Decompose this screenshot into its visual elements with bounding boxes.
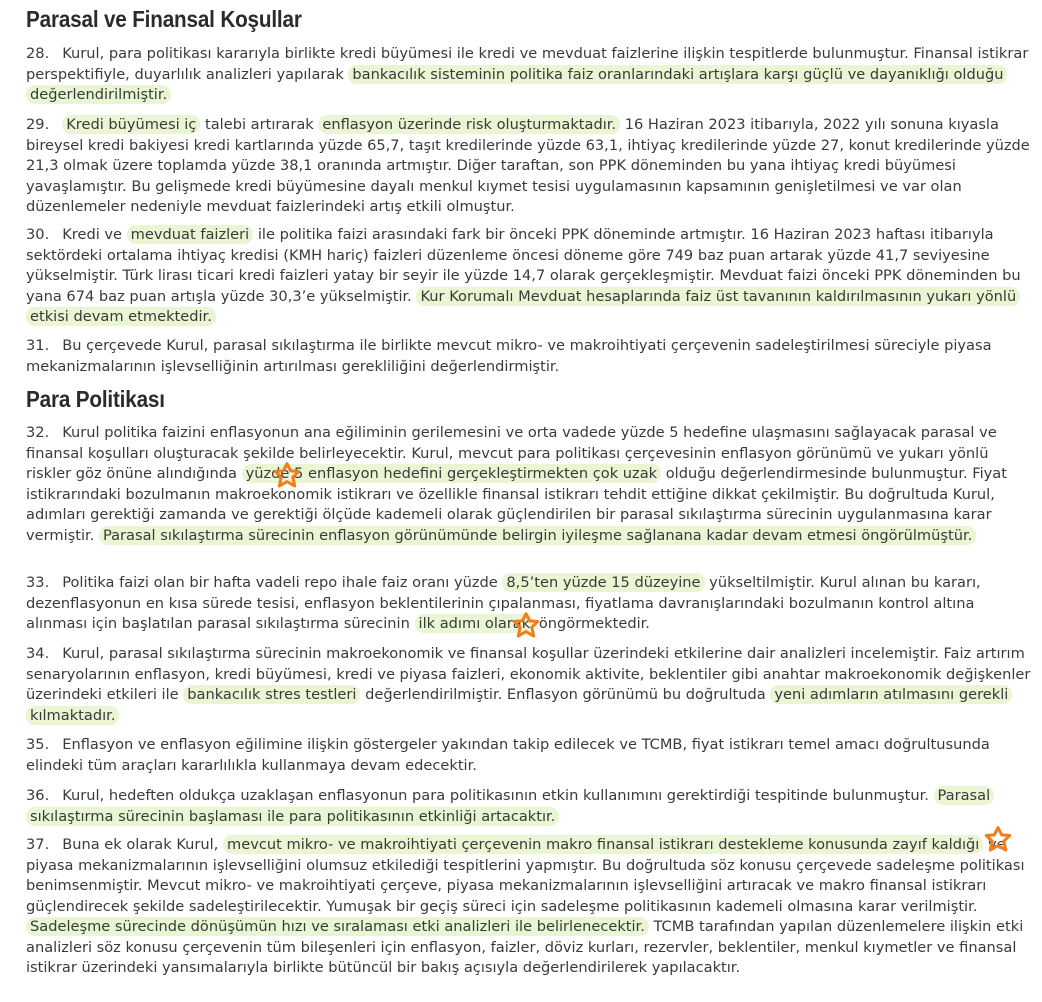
paragraph-text: değerlendirilmiştir. Enflasyon görünümü bu doğrultuda [360,686,771,703]
highlighted-text: 8,5’ten yüzde 15 düzeyine [502,573,704,592]
star-icon [512,612,540,640]
paragraph-text: Enflasyon ve enflasyon eğilimine ilişkin göstergeler yakından takip edilecek ve TCMB, fiyat istikrarı temel amacı doğrultusunda elindeki tüm araçları kararlılıkla kullanmaya devam edecektir. [26,736,990,774]
highlighted-text: enflasyon üzerinde risk oluşturmaktadır. [318,115,620,134]
paragraph-number: 28. [26,45,50,62]
highlighted-text: Sadeleşme sürecinde dönüşümün hızı ve sıralaması etki analizleri ile belirlenecektir. [26,917,649,936]
paragraph-text: Kurul, hedeften oldukça uzaklaşan enflasyonun para politikasının etkin kullanımını gerektirdiği tespitinde bulunmuştur. [62,787,934,804]
paragraph-number: 35. [26,736,50,753]
section-heading-para-politikasi: Para Politikası [26,386,165,412]
paragraph-28 [26,44,1036,106]
paragraph-34 [26,644,1036,726]
paragraph-number: 36. [26,787,50,804]
paragraph-31 [26,336,1036,377]
paragraph-text: Kurul, para politikası kararıyla birlikte kredi büyümesi ile kredi ve mevduat faizlerine ilişkin tespitlerde bulunmuştur. Finansal istikrar perspektifiyle, duyarlılık analizleri yapılarak [26,45,1029,83]
paragraph-number: 33. [26,574,50,591]
paragraph-number: 30. [26,226,50,243]
highlighted-text: Kredi büyümesi iç [62,115,200,134]
highlighted-text: Parasal sıkılaştırma sürecinin enflasyon görünümünde belirgin iyileşme sağlanana kadar devam etmesi öngörülmüştür. [99,526,976,545]
highlighted-text: bankacılık sisteminin politika faiz oranlarındaki artışlara karşı güçlü ve dayanıklığı olduğu değerlendirilmiştir. [26,65,1007,105]
highlighted-text: ilk adımı olarak [415,614,535,633]
paragraph-text: ile politika faizi arasındaki fark bir önceki PPK döneminde artmıştır. 16 Haziran 2023 haftası itibarıyla sektördeki ortalama ihtiyaç kredisi (KMH hariç) faizleri düzenleme öncesi döneme göre 749 baz puan artarak yüzde 41,7 seviyesine yükselmiştir. Türk lirası ticari kredi faizleri yatay bir seyir ile yüzde 14,7 olarak gerçekleşmiştir. Mevduat faizi önceki PPK döneminden bu yana 674 baz puan artışla yüzde 30,3’e yükselmiştir. [26,226,1021,305]
highlighted-text: mevcut mikro- ve makroihtiyati çerçevenin makro finansal istikrarı destekleme konusunda zayıf kaldığı [223,835,983,854]
paragraph-text: Kredi ve [62,226,127,243]
highlighted-text: yüzde 5 enflasyon hedefini gerçekleştirmekten çok uzak [242,464,662,483]
paragraph-text: Bu çerçevede Kurul, parasal sıkılaştırma ile birlikte mevcut mikro- ve makroihtiyati çerçevenin sadeleştirilmesi süreciyle piyasa mekanizmalarının işlevselliğinin artırılması gerekliliğini değerlendirmiştir. [26,337,992,375]
paragraph-37 [26,835,1036,979]
paragraph-text: yükseltilmiştir. Kurul alınan bu kararı, dezenflasyonun en kısa sürede tesisi, enflasyon beklentilerinin çıpalanması, fiyatlama davranışlarındaki bozulmanın kontrol altına alınması için başlatılan parasal sıkılaştırma sürecinin [26,574,981,632]
paragraph-number: 32. [26,424,50,441]
paragraph-29 [26,115,1036,218]
paragraph-text: TCMB tarafından yapılan düzenlemelere ilişkin etki analizleri söz konusu çerçevenin tüm bileşenleri için enflasyon, faizler, döviz kurları, rezervler, beklentiler, menkul kıymetler ve finansal istikrar üzerindeki yansımalarıyla birlikte bütüncül bir bakış açısıyla değerlendirilerek yapılacaktır. [26,918,1024,976]
paragraph-number: 34. [26,645,50,662]
paragraph-text: Kurul politika faizini enflasyonun ana eğiliminin gerilemesini ve orta vadede yüzde 5 hedefine ulaşmasını sağlayacak parasal ve finansal koşulları oluşturacak şekilde belirleyecektir. Kurul, mevcut para politikası çerçevesinin enflasyon görünümü ve yukarı yönlü riskler göz önüne alındığında [26,424,997,482]
paragraph-text: 16 Haziran 2023 itibarıyla, 2022 yılı sonuna kıyasla bireysel kredi bakiyesi kredi kartlarında yüzde 65,7, taşıt kredilerinde yüzde 63,1, ihtiyaç kredilerinde yüzde 27, konut kredilerinde yüzde 21,3 olmak üzere toplamda yüzde 38,1 oranında artmıştır. Diğer taraftan, son PPK döneminden bu yana ihtiyaç kredi büyümesi yavaşlamıştır. Bu gelişmede kredi büyümesine dayalı menkul kıymet tesisi uygulamasının kapsamının genişletilmesi ve var olan düzenlemeler nedeniyle mevduat faizlerindeki artış etkili olmuştur. [26,116,1030,215]
paragraph-text: Kurul, parasal sıkılaştırma sürecinin makroekonomik ve finansal koşullar üzerindeki etkilerine dair analizleri incelemiştir. Faiz artırım senaryolarının enflasyon, kredi büyümesi, kredi ve piyasa faizleri, ekonomik aktivite, beklentiler gibi anahtar makroekonomik değişkenler üzerindeki etkileri ile [26,645,1031,703]
paragraph-number: 31. [26,337,50,354]
star-icon [984,826,1012,854]
paragraph-32 [26,423,1036,546]
highlighted-text: mevduat faizleri [127,225,254,244]
paragraph-number: 29. [26,116,50,133]
paragraph-30 [26,225,1036,328]
highlighted-text: Parasal sıkılaştırma sürecinin başlaması ile para politikasının etkinliği artacaktır. [26,786,994,826]
paragraph-text: talebi artırarak [200,116,319,133]
paragraph-35 [26,735,1036,776]
highlighted-text: Kur Korumalı Mevduat hesaplarında faiz üst tavanının kaldırılmasının yukarı yönlü etkisi devam etmektedir. [26,287,1020,327]
paragraph-number: 37. [26,836,50,853]
paragraph-text: öngörmektedir. [534,615,650,632]
section-heading-parasal: Parasal ve Finansal Koşullar [26,6,302,32]
paragraph-36 [26,786,1036,827]
highlighted-text: bankacılık stres testleri [183,685,360,704]
paragraph-text: Buna ek olarak Kurul, [62,836,224,853]
star-icon [273,462,301,490]
highlighted-text: yeni adımların atılmasını gerekli kılmaktadır. [26,685,1012,725]
paragraph-text: ve piyasa mekanizmalarının işlevselliğini olumsuz etkilediği tespitlerini yapmıştır. Bu doğrultuda söz konusu çerçevede sadeleşme politikası benimsenmiştir. Mevcut mikro- ve makroihtiyati çerçeve, piyasa mekanizmalarının işlevselliğini artıracak ve makro finansal istikrarı güçlendirecek şekilde sadeleştirilecektir. Yumuşak bir geçiş süreci için sadeleşme politikasının kademeli olmasına karar verilmiştir. [26,836,1025,915]
paragraph-text: Politika faizi olan bir hafta vadeli repo ihale faiz oranı yüzde [62,574,503,591]
paragraph-text: olduğu değerlendirmesinde bulunmuştur. Fiyat istikrarındaki bozulmanın makroekonomik istikrarı ve özellikle finansal istikrarı tehdit ettiğine dikkat çekilmiştir. Bu doğrultuda Kurul, adımları gerektiği zamanda ve gerektiği ölçüde kademeli olarak güçlendirilen bir parasal sıkılaştırma sürecinin uygulanmasına karar vermiştir. [26,465,1007,544]
